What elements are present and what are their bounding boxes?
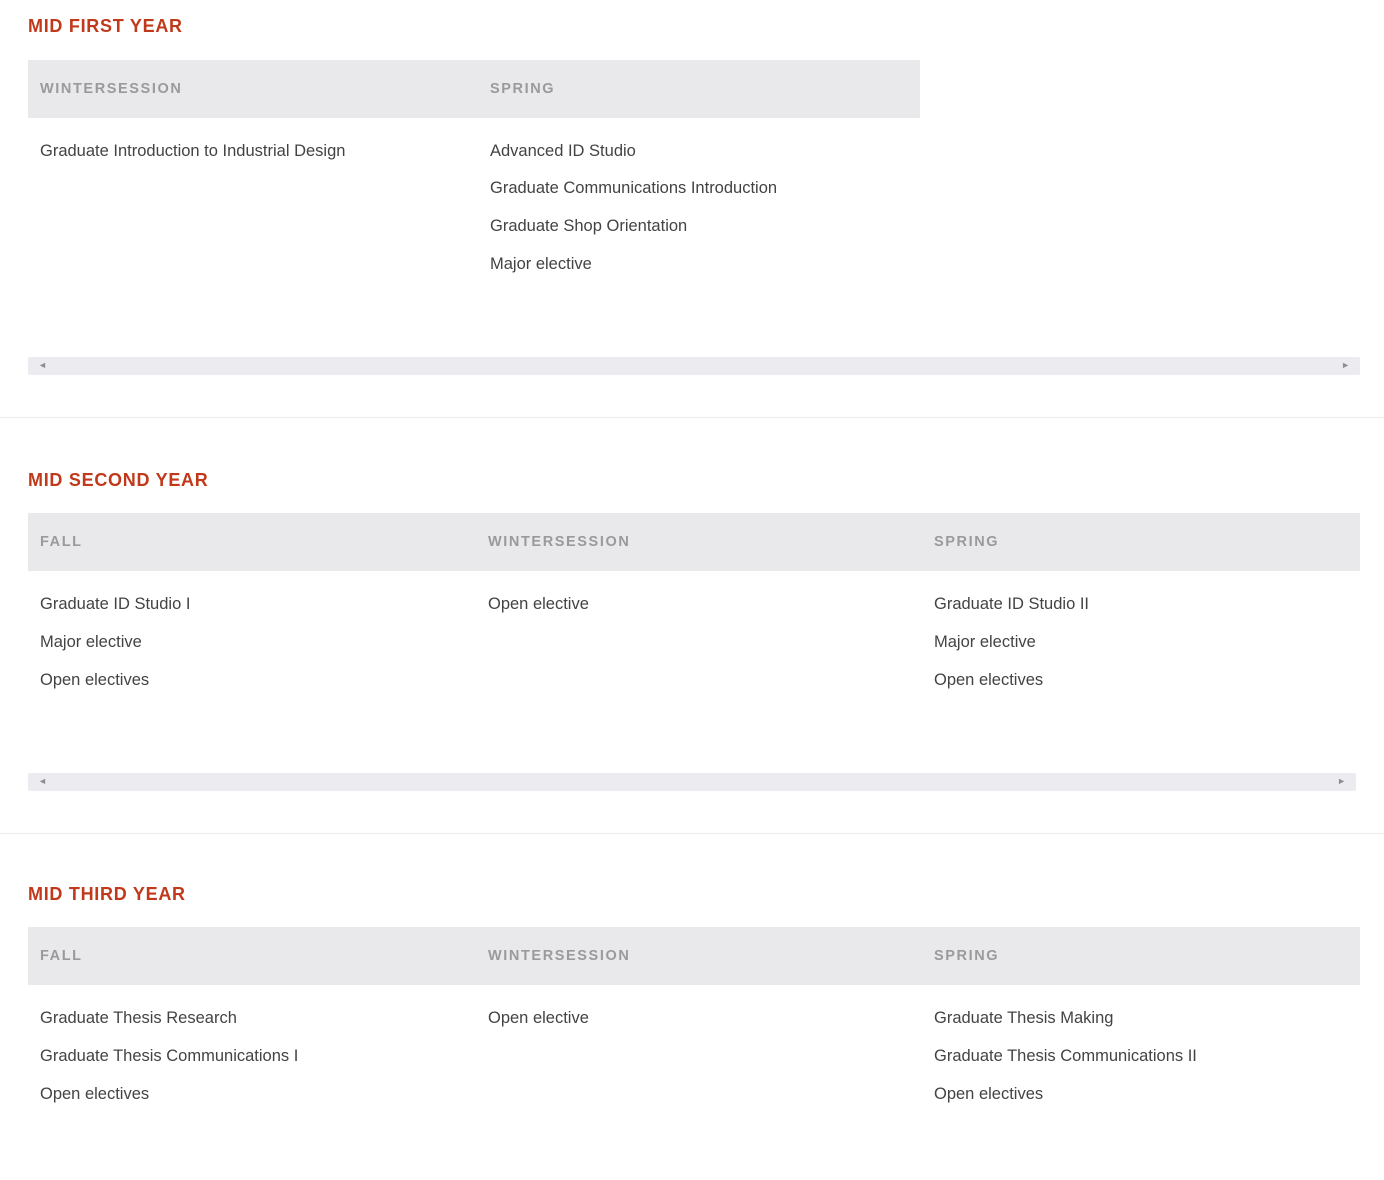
course-item: Graduate Thesis Communications I — [40, 1047, 299, 1066]
scroll-left-icon[interactable]: ◄ — [38, 360, 47, 371]
schedule-table-third — [28, 927, 1360, 1122]
schedule-table-first — [28, 60, 920, 293]
course-item: Graduate Thesis Communications II — [934, 1047, 1197, 1066]
course-item: Graduate ID Studio I — [40, 595, 191, 614]
cell-spring — [922, 985, 1360, 1122]
table-row — [28, 985, 1360, 1122]
column-header-spring: SPRING — [922, 927, 1360, 985]
cell-wintersession — [476, 571, 922, 708]
spacer — [0, 791, 1384, 833]
column-header-wintersession: WINTERSESSION — [28, 60, 478, 118]
course-item: Graduate Introduction to Industrial Design — [40, 141, 346, 160]
course-item: Major elective — [40, 633, 142, 652]
column-header-spring: SPRING — [922, 513, 1360, 571]
table-row — [28, 118, 920, 293]
cell-fall — [28, 985, 476, 1122]
table-header-row — [28, 927, 1360, 985]
column-header-fall: FALL — [28, 927, 476, 985]
schedule-table-second — [28, 513, 1360, 708]
year-section-third — [0, 833, 1384, 1123]
course-item: Open elective — [488, 595, 589, 614]
course-item: Open electives — [40, 670, 150, 689]
course-item: Graduate Shop Orientation — [490, 217, 688, 236]
course-item: Major elective — [934, 633, 1036, 652]
course-item: Graduate Communications Introduction — [490, 179, 778, 198]
scroll-right-icon[interactable]: ► — [1341, 360, 1350, 371]
cell-wintersession — [476, 985, 922, 1122]
page-title-second-year: MID SECOND YEAR — [28, 469, 209, 490]
cell-wintersession — [28, 118, 478, 293]
schedule-table-wrapper-second — [28, 513, 1356, 790]
spacer — [28, 709, 1356, 773]
spacer — [28, 293, 1360, 357]
scroll-left-icon[interactable]: ◄ — [38, 776, 47, 787]
schedule-table-wrapper-third — [28, 927, 1356, 1122]
course-item: Major elective — [490, 254, 592, 273]
schedule-table-wrapper-first — [28, 60, 1360, 375]
course-item: Graduate ID Studio II — [934, 595, 1090, 614]
course-item: Open electives — [934, 1084, 1044, 1103]
course-item: Graduate Thesis Making — [934, 1009, 1114, 1028]
course-item: Open electives — [934, 670, 1044, 689]
course-item: Open elective — [488, 1009, 589, 1028]
spacer — [0, 375, 1384, 417]
table-header-row — [28, 60, 920, 118]
column-header-fall: FALL — [28, 513, 476, 571]
table-header-row — [28, 513, 1360, 571]
cell-spring — [922, 571, 1360, 708]
course-item: Graduate Thesis Research — [40, 1009, 237, 1028]
column-header-wintersession: WINTERSESSION — [476, 927, 922, 985]
horizontal-scrollbar-second[interactable] — [28, 773, 1356, 791]
cell-fall — [28, 571, 476, 708]
column-header-wintersession: WINTERSESSION — [476, 513, 922, 571]
page-title-third-year: MID THIRD YEAR — [28, 883, 186, 904]
course-item: Advanced ID Studio — [490, 141, 636, 160]
cell-spring — [478, 118, 920, 293]
course-item: Open electives — [40, 1084, 150, 1103]
horizontal-scrollbar-first[interactable] — [28, 357, 1360, 375]
page-title-first-year: MID FIRST YEAR — [28, 16, 183, 36]
column-header-spring: SPRING — [478, 60, 920, 118]
table-row — [28, 571, 1360, 708]
year-section-first — [0, 0, 1384, 417]
scroll-right-icon[interactable]: ► — [1337, 776, 1346, 787]
year-section-second — [0, 417, 1384, 833]
